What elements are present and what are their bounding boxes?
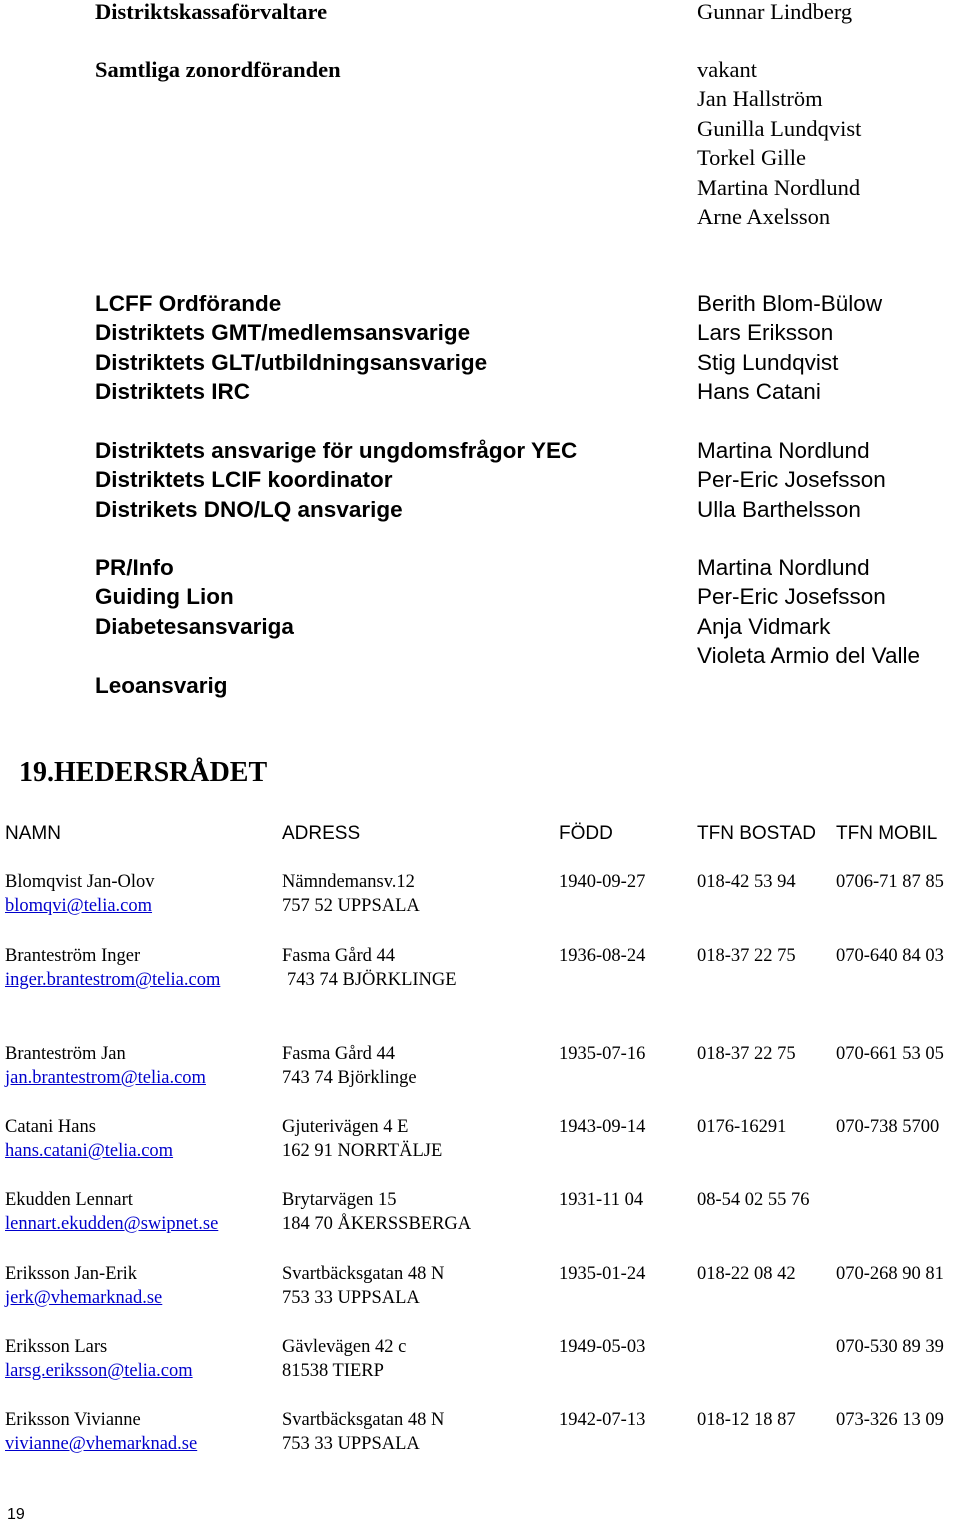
role-label: Distriktets ansvarige för ungdomsfrågor YEC bbox=[95, 438, 578, 463]
member-street: Fasma Gård 44 bbox=[282, 946, 396, 966]
member-home-phone: 018-37 22 75 bbox=[697, 946, 796, 966]
member-street: Fasma Gård 44 bbox=[282, 1044, 396, 1064]
role-label: LCFF Ordförande bbox=[95, 291, 282, 316]
group3-names bbox=[697, 553, 920, 671]
section-number: 19. bbox=[19, 757, 54, 788]
member-street: Gävlevägen 42 c bbox=[282, 1337, 407, 1357]
group3-roles bbox=[95, 553, 294, 641]
member-street: Gjuterivägen 4 E bbox=[282, 1117, 409, 1137]
member-street: Svartbäcksgatan 48 N bbox=[282, 1264, 445, 1284]
col-header-home-phone: TFN BOSTAD bbox=[697, 823, 816, 844]
role-label: Distriktets GMT/medlemsansvarige bbox=[95, 320, 471, 346]
member-born: 1942-07-13 bbox=[559, 1410, 646, 1430]
member-city: 162 91 NORRTÄLJE bbox=[282, 1141, 443, 1161]
member-mobile: 070-640 84 03 bbox=[836, 946, 944, 966]
zon-name: Gunilla Lundqvist bbox=[697, 115, 862, 141]
person-name: Berith Blom-Bülow bbox=[697, 291, 883, 316]
member-email-link[interactable]: jan.brantestrom@telia.com bbox=[5, 1068, 206, 1088]
group2-roles bbox=[95, 436, 577, 524]
role-label: Guiding Lion bbox=[95, 584, 234, 610]
zon-name: Jan Hallström bbox=[697, 86, 823, 112]
member-name: Branteström Inger bbox=[5, 946, 141, 966]
member-street: Svartbäcksgatan 48 N bbox=[282, 1410, 445, 1430]
member-mobile: 0706-71 87 85 bbox=[836, 872, 944, 892]
zon-name: vakant bbox=[697, 57, 757, 82]
person-name: Hans Catani bbox=[697, 379, 821, 405]
person-name: Violeta Armio del Valle bbox=[697, 643, 921, 669]
member-email-link[interactable]: lennart.ekudden@swipnet.se bbox=[5, 1214, 219, 1234]
group2-names bbox=[697, 436, 886, 524]
zon-name: Arne Axelsson bbox=[697, 204, 831, 230]
zonordforanden-names bbox=[697, 55, 861, 231]
page-number: 19 bbox=[7, 1506, 25, 1523]
member-born: 1949-05-03 bbox=[559, 1337, 646, 1357]
member-name: Eriksson Jan-Erik bbox=[5, 1264, 138, 1284]
member-mobile: 070-530 89 39 bbox=[836, 1337, 944, 1357]
person-name: Martina Nordlund bbox=[697, 555, 870, 580]
member-home-phone: 0176-16291 bbox=[697, 1117, 787, 1137]
col-header-name: NAMN bbox=[5, 823, 61, 844]
member-city: 757 52 UPPSALA bbox=[282, 896, 420, 916]
member-email-link[interactable]: hans.catani@telia.com bbox=[5, 1141, 174, 1161]
member-name: Catani Hans bbox=[5, 1117, 96, 1137]
member-home-phone: 08-54 02 55 76 bbox=[697, 1190, 810, 1210]
member-city: 743 74 BJÖRKLINGE bbox=[287, 970, 457, 990]
zon-name: Torkel Gille bbox=[697, 145, 807, 171]
person-name: Martina Nordlund bbox=[697, 438, 870, 463]
member-home-phone: 018-12 18 87 bbox=[697, 1410, 796, 1430]
member-name: Blomqvist Jan-Olov bbox=[5, 872, 155, 892]
member-mobile: 070-661 53 05 bbox=[836, 1044, 944, 1064]
role-label: Distriktets LCIF koordinator bbox=[95, 467, 393, 493]
member-born: 1935-01-24 bbox=[559, 1264, 646, 1284]
member-mobile: 070-268 90 81 bbox=[836, 1264, 944, 1284]
member-mobile: 073-326 13 09 bbox=[836, 1410, 944, 1430]
member-email-link[interactable]: blomqvi@telia.com bbox=[5, 896, 153, 916]
member-city: 743 74 Björklinge bbox=[282, 1068, 417, 1088]
member-name: Eriksson Lars bbox=[5, 1337, 108, 1357]
member-street: Nämndemansv.12 bbox=[282, 872, 415, 892]
role-label: Diabetesansvariga bbox=[95, 613, 294, 639]
member-email-link[interactable]: vivianne@vhemarknad.se bbox=[5, 1434, 198, 1454]
col-header-address: ADRESS bbox=[282, 823, 361, 844]
role-label: PR/Info bbox=[95, 555, 174, 580]
member-email-link[interactable]: inger.brantestrom@telia.com bbox=[5, 970, 221, 990]
member-city: 184 70 ÅKERSSBERGA bbox=[282, 1214, 472, 1234]
role-kassaforvaltare: Distriktskassaförvaltare bbox=[95, 0, 328, 24]
zon-name: Martina Nordlund bbox=[697, 174, 861, 200]
group1-names bbox=[697, 289, 882, 407]
person-name: Per-Eric Josefsson bbox=[697, 584, 886, 610]
name-kassaforvaltare: Gunnar Lindberg bbox=[697, 0, 853, 24]
member-home-phone: 018-37 22 75 bbox=[697, 1044, 796, 1064]
member-city: 753 33 UPPSALA bbox=[282, 1434, 420, 1454]
member-name: Eriksson Vivianne bbox=[5, 1410, 141, 1430]
member-email-link[interactable]: jerk@vhemarknad.se bbox=[5, 1288, 163, 1308]
member-name: Branteström Jan bbox=[5, 1044, 126, 1064]
role-label: Distrikets DNO/LQ ansvarige bbox=[95, 496, 403, 522]
member-born: 1940-09-27 bbox=[559, 872, 646, 892]
role-zonordforanden: Samtliga zonordföranden bbox=[95, 57, 341, 82]
person-name: Stig Lundqvist bbox=[697, 349, 839, 375]
member-born: 1935-07-16 bbox=[559, 1044, 646, 1064]
member-city: 753 33 UPPSALA bbox=[282, 1288, 420, 1308]
group1-roles bbox=[95, 289, 487, 407]
member-home-phone: 018-42 53 94 bbox=[697, 872, 796, 892]
role-leoansvarig: Leoansvarig bbox=[95, 673, 228, 698]
member-city: 81538 TIERP bbox=[282, 1361, 384, 1381]
member-home-phone: 018-22 08 42 bbox=[697, 1264, 796, 1284]
member-born: 1931-11 04 bbox=[559, 1190, 644, 1210]
member-street: Brytarvägen 15 bbox=[282, 1190, 397, 1210]
col-header-born: FÖDD bbox=[559, 823, 613, 844]
member-born: 1936-08-24 bbox=[559, 946, 646, 966]
member-name: Ekudden Lennart bbox=[5, 1190, 133, 1210]
section-heading bbox=[19, 757, 267, 789]
person-name: Lars Eriksson bbox=[697, 320, 834, 346]
person-name: Per-Eric Josefsson bbox=[697, 467, 886, 493]
person-name: Anja Vidmark bbox=[697, 613, 831, 639]
role-label: Distriktets GLT/utbildningsansvarige bbox=[95, 349, 488, 375]
person-name: Ulla Barthelsson bbox=[697, 496, 861, 522]
role-label: Distriktets IRC bbox=[95, 379, 251, 405]
section-title: HEDERSRÅDET bbox=[54, 757, 268, 788]
col-header-mobile: TFN MOBIL bbox=[836, 823, 938, 844]
member-email-link[interactable]: larsg.eriksson@telia.com bbox=[5, 1361, 193, 1381]
member-born: 1943-09-14 bbox=[559, 1117, 646, 1137]
member-mobile: 070-738 5700 bbox=[836, 1117, 940, 1137]
